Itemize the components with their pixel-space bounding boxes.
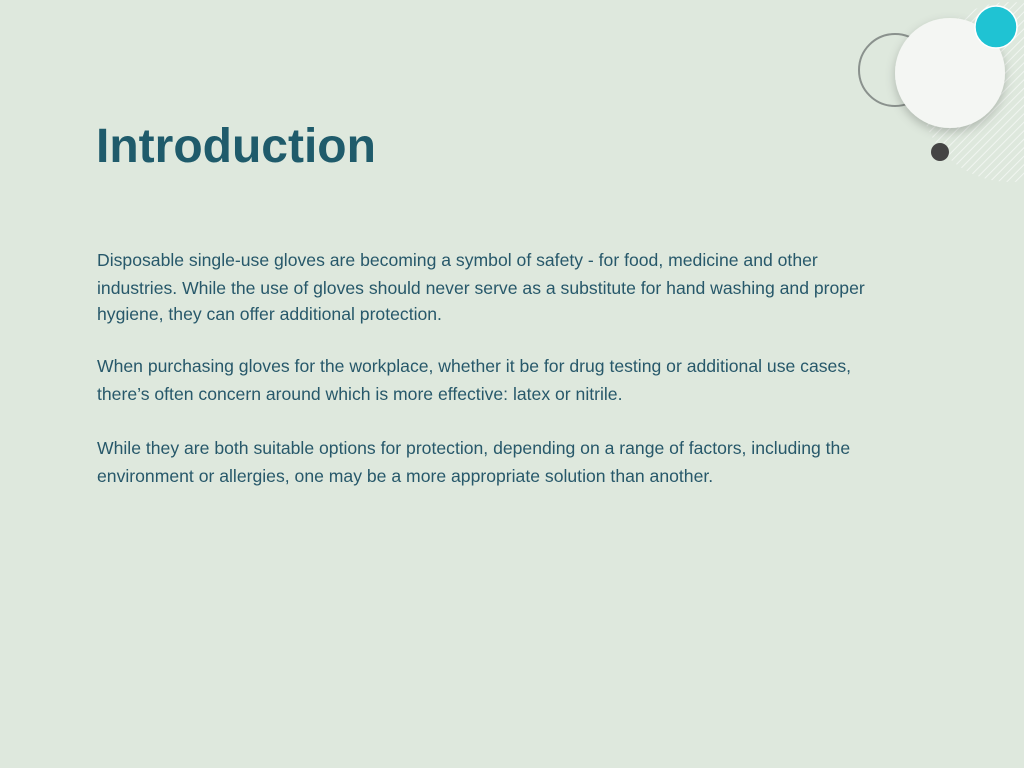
- dark-dot-icon: [931, 143, 949, 161]
- paragraph-1-line-2: industries. While the use of gloves should never serve as a substitute for hand washing and proper: [97, 278, 865, 298]
- hatched-pattern-icon: [920, 2, 1024, 182]
- paragraph-2-line-1: When purchasing gloves for the workplace, whether it be for drug testing or additional use cases,: [97, 356, 852, 376]
- paragraph-1-line-3: hygiene, they can offer additional protection.: [97, 304, 442, 324]
- slide-title: Introduction: [96, 120, 376, 173]
- paragraph-1: [97, 246, 977, 326]
- outline-circle-icon: [859, 34, 931, 106]
- paragraph-3: [97, 434, 977, 490]
- paragraph-2-line-2: there’s often concern around which is more effective: latex or nitrile.: [97, 384, 623, 404]
- paragraph-3-line-2: environment or allergies, one may be a more appropriate solution than another.: [97, 466, 714, 486]
- paragraph-2: [97, 352, 977, 408]
- paragraph-1-line-1: Disposable single-use gloves are becoming a symbol of safety - for food, medicine and other: [97, 250, 818, 270]
- body-text: [97, 246, 977, 516]
- paragraph-3-line-1: While they are both suitable options for protection, depending on a range of factors, including the: [97, 438, 851, 458]
- white-circle-icon: [895, 18, 1005, 128]
- teal-circle-icon: [975, 6, 1017, 48]
